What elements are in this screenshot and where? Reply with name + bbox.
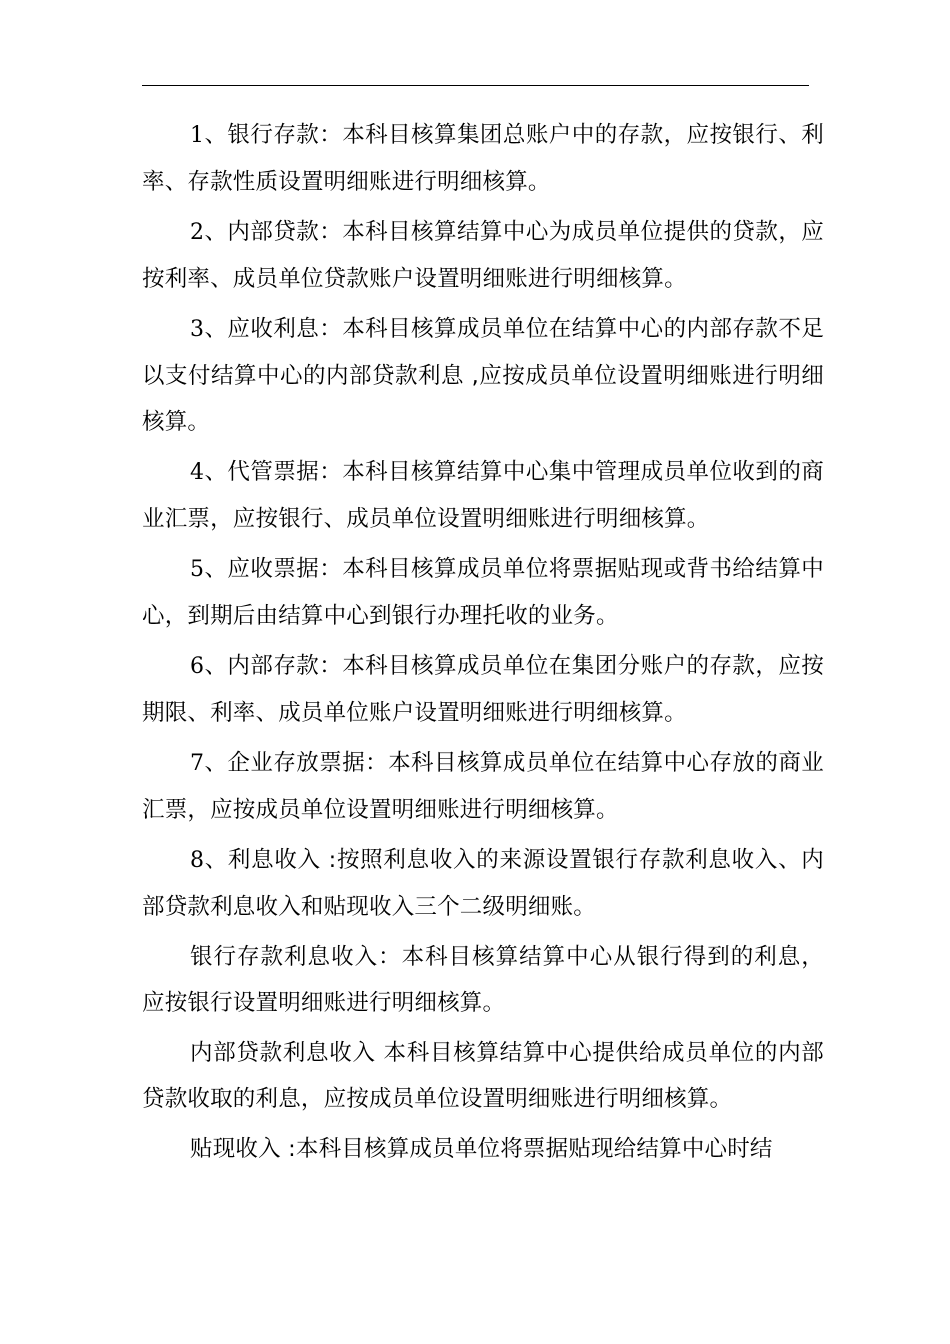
- paragraph-interest-income: [142, 837, 824, 930]
- document-body: [142, 112, 824, 1176]
- paragraph-text: 贴现收入 :本科目核算成员单位将票据贴现给结算中心时结: [190, 1136, 773, 1162]
- paragraph-bank-interest-income: [142, 934, 824, 1026]
- item-number: 4: [190, 460, 205, 485]
- item-number: 7: [190, 751, 205, 776]
- paragraph-interest-receivable: [142, 306, 824, 445]
- paragraph-text: 银行存款利息收入：本科目核算结算中心从银行得到的利息，应按银行设置明细账进行明细核算。: [142, 944, 824, 1016]
- paragraph-text: 、应收利息：本科目核算成员单位在结算中心的内部存款不足以支付结算中心的内部贷款利息 ,应按成员单位设置明细账进行明细核算。: [142, 316, 824, 435]
- paragraph-internal-deposit: [142, 643, 824, 736]
- item-number: 6: [190, 654, 205, 679]
- paragraph-loan-interest-income: [142, 1030, 824, 1122]
- paragraph-discount-income: [142, 1126, 824, 1172]
- paragraph-enterprise-notes: [142, 740, 824, 833]
- item-number: 2: [190, 220, 205, 245]
- paragraph-notes-receivable: [142, 546, 824, 639]
- item-number: 1: [190, 123, 205, 148]
- paragraph-text: 内部贷款利息收入 本科目核算结算中心提供给成员单位的内部贷款收取的利息，应按成员单位设置明细账进行明细核算。: [142, 1040, 824, 1112]
- paragraph-text: 、应收票据：本科目核算成员单位将票据贴现或背书给结算中心，到期后由结算中心到银行办理托收的业务。: [142, 556, 824, 629]
- paragraph-text: 、代管票据：本科目核算结算中心集中管理成员单位收到的商业汇票，应按银行、成员单位设置明细账进行明细核算。: [142, 459, 824, 532]
- paragraph-text: 、银行存款：本科目核算集团总账户中的存款，应按银行、利率、存款性质设置明细账进行明细核算。: [142, 122, 824, 195]
- paragraph-custody-notes: [142, 449, 824, 542]
- item-number: 3: [190, 317, 205, 342]
- paragraph-text: 、利息收入 :按照利息收入的来源设置银行存款利息收入、内部贷款利息收入和贴现收入三个二级明细账。: [142, 847, 824, 920]
- header-rule: [142, 85, 809, 86]
- paragraph-bank-deposit: [142, 112, 824, 205]
- paragraph-text: 、内部存款：本科目核算成员单位在集团分账户的存款，应按期限、利率、成员单位账户设置明细账进行明细核算。: [142, 653, 824, 726]
- paragraph-text: 、企业存放票据：本科目核算成员单位在结算中心存放的商业汇票，应按成员单位设置明细账进行明细核算。: [142, 750, 824, 823]
- paragraph-internal-loan: [142, 209, 824, 302]
- item-number: 8: [190, 848, 205, 873]
- item-number: 5: [190, 557, 205, 582]
- paragraph-text: 、内部贷款：本科目核算结算中心为成员单位提供的贷款，应按利率、成员单位贷款账户设置明细账进行明细核算。: [142, 219, 824, 292]
